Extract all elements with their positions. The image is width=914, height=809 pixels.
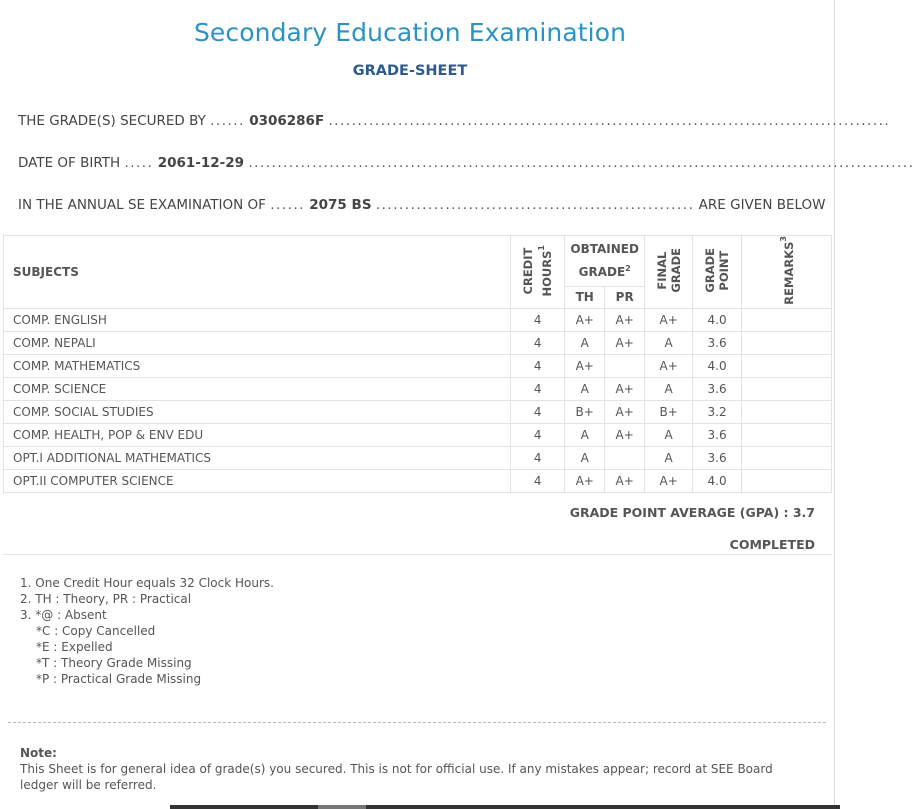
pr-grade-cell: A+ [605,400,645,423]
pr-grade-cell [605,446,645,469]
table-row [4,354,832,377]
pr-grade-cell [605,354,645,377]
subject-cell: OPT.II COMPUTER SCIENCE [4,469,511,492]
remarks-cell [742,331,832,354]
secured-by-label: THE GRADE(S) SECURED BY [18,113,206,129]
header-obtained-grade: OBTAINED GRADE$^2$ [565,236,645,287]
grades-table [3,235,832,493]
table-row [4,400,832,423]
pr-grade-cell: A+ [605,423,645,446]
dob-label: DATE OF BIRTH [18,155,121,171]
grade-point-cell: 4.0 [693,354,742,377]
grade-point-cell: 4.0 [693,308,742,331]
footnote-item: *P : Practical Grade Missing [36,672,202,686]
credit-hours-cell: 4 [511,377,565,400]
dot-leader: ....................................................... [375,197,695,213]
final-grade-cell: A [645,377,693,400]
th-grade-cell: B+ [565,400,605,423]
footnote-item: 3. *@ : Absent [20,608,107,622]
grade-point-cell: 3.2 [693,400,742,423]
footnote-item: 2. TH : Theory, PR : Practical [20,592,192,606]
header-remarks: REMARKS$^3$ [742,236,832,309]
table-row [4,469,832,492]
remarks-cell [742,377,832,400]
credit-hours-cell: 4 [511,331,565,354]
grade-point-cell: 4.0 [693,469,742,492]
header-grade-point: GRADE POINT [693,236,742,309]
dot-leader: ................................................................................................. [328,113,891,129]
th-grade-cell: A [565,446,605,469]
credit-hours-cell: 4 [511,308,565,331]
final-grade-cell: A [645,446,693,469]
grade-point-cell: 3.6 [693,331,742,354]
subject-cell: OPT.I ADDITIONAL MATHEMATICS [4,446,511,469]
footnotes [20,575,274,687]
table-row [4,423,832,446]
dot-leader: ...... [270,197,305,213]
remarks-cell [742,354,832,377]
grade-point-cell: 3.6 [693,446,742,469]
remarks-cell [742,308,832,331]
table-row [4,446,832,469]
final-grade-cell: B+ [645,400,693,423]
final-grade-cell: A [645,423,693,446]
final-grade-cell: A+ [645,469,693,492]
symbol-number: 0306286F [249,113,325,129]
gpa-summary: GRADE POINT AVERAGE (GPA) : 3.7 [569,505,815,520]
th-grade-cell: A+ [565,354,605,377]
credit-hours-cell: 4 [511,400,565,423]
dot-leader: ................................................................................................................... [248,155,914,171]
dot-leader: ..... [124,155,154,171]
grade-point-cell: 3.6 [693,423,742,446]
credit-hours-cell: 4 [511,354,565,377]
th-grade-cell: A [565,377,605,400]
subject-cell: COMP. ENGLISH [4,308,511,331]
dob-line [18,155,914,171]
header-subjects: SUBJECTS [4,236,511,309]
exam-year: 2075 BS [309,197,372,213]
credit-hours-cell: 4 [511,446,565,469]
table-row [4,308,832,331]
credit-hours-cell: 4 [511,469,565,492]
grade-point-cell: 3.6 [693,377,742,400]
header-credit-hours: CREDIT HOURS$^1$ [511,236,565,309]
remarks-cell [742,469,832,492]
credit-hours-cell: 4 [511,423,565,446]
header-final-grade: FINAL GRADE [645,236,693,309]
note-label: Note: [20,746,57,760]
remarks-cell [742,400,832,423]
header-th: TH [565,286,605,308]
page-subtitle: GRADE-SHEET [352,63,468,79]
secured-by-line [18,113,891,129]
footnote-item: *E : Expelled [36,640,113,654]
final-grade-cell: A+ [645,354,693,377]
header-pr: PR [605,286,645,308]
divider [3,554,832,555]
exam-suffix: ARE GIVEN BELOW [698,197,826,213]
pr-grade-cell: A+ [605,469,645,492]
remarks-cell [742,446,832,469]
subject-cell: COMP. NEPALI [4,331,511,354]
subject-cell: COMP. MATHEMATICS [4,354,511,377]
th-grade-cell: A [565,331,605,354]
table-row [4,377,832,400]
remarks-cell [742,423,832,446]
scrollbar-thumb[interactable] [318,805,366,809]
table-row [4,331,832,354]
th-grade-cell: A+ [565,469,605,492]
pr-grade-cell: A+ [605,377,645,400]
th-grade-cell: A+ [565,308,605,331]
pr-grade-cell: A+ [605,308,645,331]
exam-label: IN THE ANNUAL SE EXAMINATION OF [18,197,266,213]
subject-cell: COMP. SCIENCE [4,377,511,400]
note-text: This Sheet is for general idea of grade(s) you secured. This is not for official use. If any mistakes appear; record at SEE Board ledger will be referred. [20,762,773,792]
status-completed: COMPLETED [729,537,815,552]
footnote-item: *C : Copy Cancelled [36,624,156,638]
dot-leader: ...... [210,113,245,129]
pr-grade-cell: A+ [605,331,645,354]
subject-cell: COMP. SOCIAL STUDIES [4,400,511,423]
footnote-item: 1. One Credit Hour equals 32 Clock Hours. [20,576,274,590]
date-of-birth: 2061-12-29 [157,155,245,171]
horizontal-scrollbar[interactable] [170,805,840,809]
final-grade-cell: A [645,331,693,354]
dashed-divider [8,722,826,723]
th-grade-cell: A [565,423,605,446]
footnote-item: *T : Theory Grade Missing [36,656,192,670]
page-title: Secondary Education Examination [193,18,627,47]
exam-line [18,197,826,213]
final-grade-cell: A+ [645,308,693,331]
subject-cell: COMP. HEALTH, POP & ENV EDU [4,423,511,446]
